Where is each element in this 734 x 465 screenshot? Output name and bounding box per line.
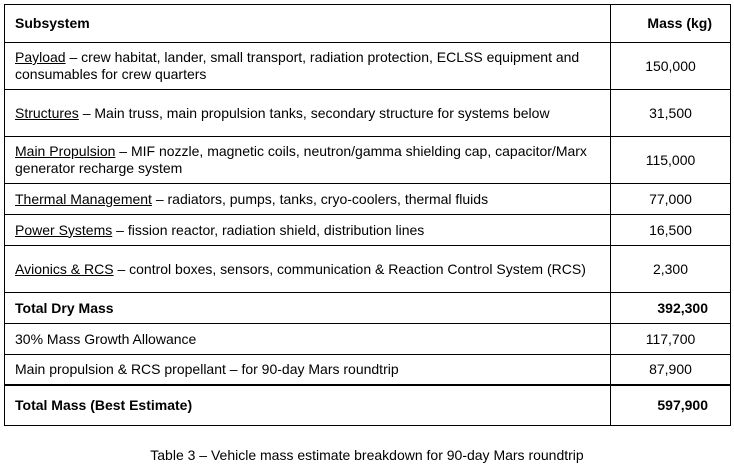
dry-mass-value: 392,300 <box>611 293 731 324</box>
dry-mass-label: Total Dry Mass <box>5 293 611 324</box>
grand-total-row <box>5 385 731 426</box>
subsystem-name: Thermal Management <box>15 190 152 207</box>
subsystem-description: – fission reactor, radiation shield, distribution lines <box>112 221 425 238</box>
row-mass: 77,000 <box>611 184 731 215</box>
row-mass: 2,300 <box>611 246 731 293</box>
subsystem-name: Payload <box>15 49 66 65</box>
row-subsystem-cell <box>5 184 611 215</box>
extra-mass: 87,900 <box>611 355 731 385</box>
row-mass: 115,000 <box>611 137 731 184</box>
table-row <box>5 137 731 184</box>
grand-total-label: Total Mass (Best Estimate) <box>5 385 611 426</box>
subsystem-name: Power Systems <box>15 221 113 238</box>
dry-mass-total-row <box>5 293 731 324</box>
table-header-row <box>5 5 731 43</box>
subsystem-description: – crew habitat, lander, small transport, radiation protection, ECLSS equipment and consumables for crew quarters <box>15 49 580 82</box>
subsystem-description: – Main truss, main propulsion tanks, secondary structure for systems below <box>78 104 550 121</box>
subsystem-description: – control boxes, sensors, communication & Reaction Control System (RCS) <box>113 260 586 277</box>
table-row <box>5 324 731 355</box>
extra-mass: 117,700 <box>611 324 731 355</box>
row-mass: 150,000 <box>611 43 731 90</box>
table-row <box>5 355 731 385</box>
header-mass: Mass (kg) <box>611 5 731 43</box>
row-subsystem-cell <box>5 137 611 184</box>
row-mass: 31,500 <box>611 90 731 137</box>
table-caption: Table 3 – Vehicle mass estimate breakdown for 90-day Mars roundtrip <box>150 447 584 463</box>
table-row <box>5 215 731 246</box>
table-row <box>5 246 731 293</box>
table-row <box>5 184 731 215</box>
extra-label: Main propulsion & RCS propellant – for 90-day Mars roundtrip <box>5 355 611 385</box>
row-subsystem-cell <box>5 215 611 246</box>
grand-total-value: 597,900 <box>611 385 731 426</box>
mass-breakdown-table <box>4 4 731 426</box>
table-row <box>5 43 731 90</box>
subsystem-description: – radiators, pumps, tanks, cryo-coolers, thermal fluids <box>151 190 489 207</box>
subsystem-name: Structures <box>15 104 79 121</box>
row-subsystem-cell <box>5 246 611 293</box>
row-subsystem-cell <box>5 90 611 137</box>
header-subsystem: Subsystem <box>5 5 611 43</box>
subsystem-name: Main Propulsion <box>15 143 116 159</box>
table-row <box>5 90 731 137</box>
row-subsystem-cell <box>5 43 611 90</box>
subsystem-name: Avionics & RCS <box>15 260 114 277</box>
extra-label: 30% Mass Growth Allowance <box>5 324 611 355</box>
row-mass: 16,500 <box>611 215 731 246</box>
subsystem-description: – MIF nozzle, magnetic coils, neutron/gamma shielding cap, capacitor/Marx generator recharge system <box>15 143 587 176</box>
